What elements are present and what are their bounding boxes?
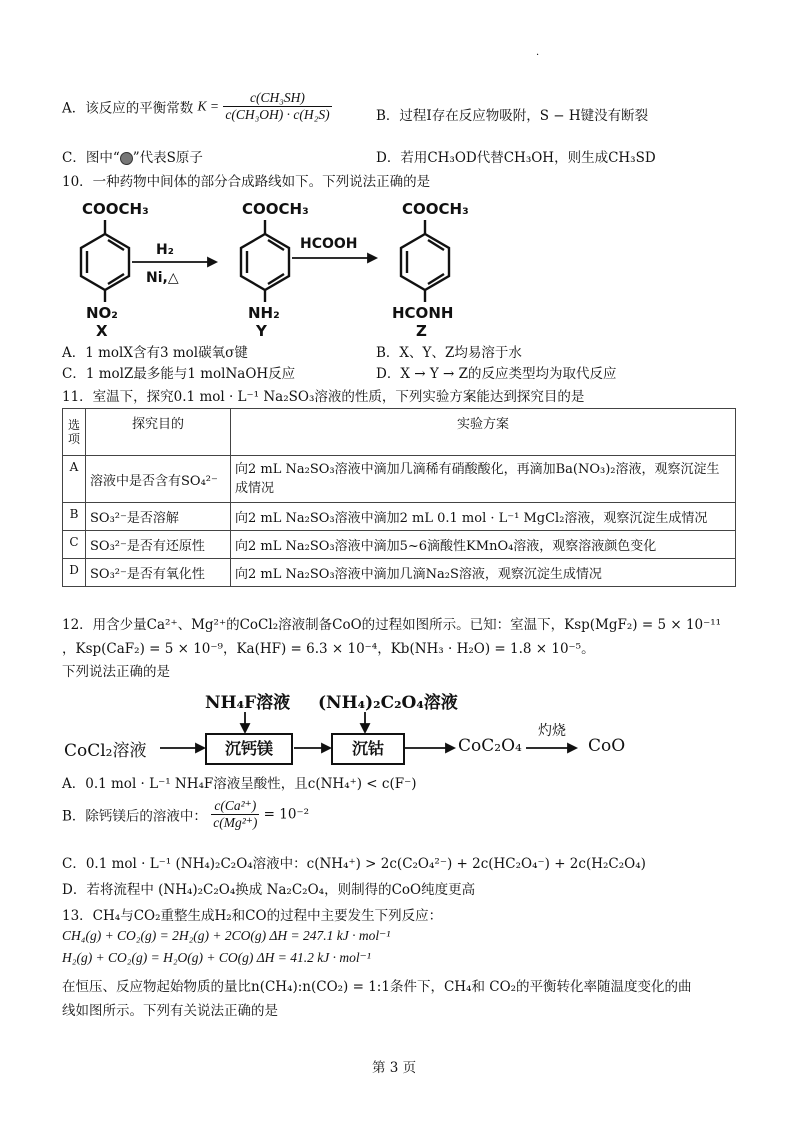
q13-equation-1: CH₄(g) + CO₂(g) = 2H₂(g) + 2CO(g) ΔH = 247.1 kJ · mol⁻¹ xyxy=(62,928,391,943)
flow-reagent-1: NH₄F溶液 xyxy=(205,693,291,713)
row-plan: 向2 mL Na₂SO₃溶液中滴加2 mL 0.1 mol · L⁻¹ MgCl₂溶液，观察沉淀生成情况 xyxy=(231,503,736,531)
arrow2-top-label: HCOOH xyxy=(300,236,358,252)
q9-option-a-prefix: A．该反应的平衡常数 xyxy=(62,100,194,117)
row-option: B xyxy=(63,503,86,531)
arrow1-bottom-label: Ni,△ xyxy=(146,270,179,286)
q10-option-b: B．X、Y、Z均易溶于水 xyxy=(376,345,522,361)
row-option: C xyxy=(63,531,86,559)
q10-stem: 10．一种药物中间体的部分合成路线如下。下列说法正确的是 xyxy=(62,174,431,190)
table-row xyxy=(63,456,736,503)
y-top-group: COOCH₃ xyxy=(242,200,309,218)
q12-stem-line2: ，Ksp(CaF₂) = 5 × 10⁻⁹，Ka(HF) = 6.3 × 10⁻⁴，Kb(NH₃ · H₂O) = 1.8 × 10⁻⁵。 xyxy=(62,641,595,657)
q12-option-b xyxy=(62,798,309,844)
q13-stem: 13．CH₄与CO₂重整生成H₂和CO的过程中主要发生下列反应： xyxy=(62,908,443,924)
q9-option-c-suffix: ”代表S原子 xyxy=(132,150,203,166)
row-option: D xyxy=(63,559,86,587)
row-plan: 向2 mL Na₂SO₃溶液中滴加几滴Na₂S溶液，观察沉淀生成情况 xyxy=(231,559,736,587)
q12-option-b-numerator: c(Ca²⁺) xyxy=(211,798,259,815)
q9-option-a-numerator: c(CH₃SH) xyxy=(223,90,331,107)
q13-text-line1: 在恒压、反应物起始物质的量比n(CH₄):n(CO₂) = 1:1条件下，CH₄和 CO₂的平衡转化率随温度变化的曲 xyxy=(62,979,692,995)
row-plan: 向2 mL Na₂SO₃溶液中滴加几滴稀有硝酸酸化，再滴加Ba(NO₃)₂溶液，观察沉淀生成情况 xyxy=(231,456,736,503)
row-plan: 向2 mL Na₂SO₃溶液中滴加5~6滴酸性KMnO₄溶液，观察溶液颜色变化 xyxy=(231,531,736,559)
q9-option-c-prefix: C．图中“ xyxy=(62,150,120,166)
row-option: A xyxy=(63,456,86,503)
y-bottom-group: NH₂ xyxy=(248,304,280,322)
table-row xyxy=(63,531,736,559)
row-goal: 溶液中是否含有SO₄²⁻ xyxy=(86,456,231,503)
q10-option-a: A．1 molX含有3 mol碳氧σ键 xyxy=(62,345,248,361)
flow-box-precipitate-co: 沉钴 xyxy=(331,733,405,765)
q10-option-c: C．1 molZ最多能与1 molNaOH反应 xyxy=(62,366,296,382)
flow-reagent-2: (NH₄)₂C₂O₄溶液 xyxy=(318,693,458,713)
q10-option-d: D．X → Y → Z的反应类型均为取代反应 xyxy=(376,366,617,382)
q9-option-c xyxy=(62,146,203,166)
arrow1-top-label: H₂ xyxy=(156,242,174,258)
flow-arrow-label: 灼烧 xyxy=(538,723,566,739)
q9-option-d: D．若用CH₃OD代替CH₃OH，则生成CH₃SD xyxy=(376,150,656,166)
z-label: Z xyxy=(416,322,427,338)
sulfur-atom-icon xyxy=(120,152,133,165)
table-header-row xyxy=(63,409,736,456)
q12-option-b-suffix: = 10⁻² xyxy=(263,806,309,823)
q13-text-line2: 线如图所示。下列有关说法正确的是 xyxy=(62,1003,278,1019)
q12-option-c: C．0.1 mol · L⁻¹ (NH₄)₂C₂O₄溶液中：c(NH₄⁺) > 2c(C₂O₄²⁻) + 2c(HC₂O₄⁻) + 2c(H₂C₂O₄) xyxy=(62,856,646,872)
y-label: Y xyxy=(256,322,267,338)
flow-box-remove-ca-mg: 沉钙镁 xyxy=(205,733,293,765)
header-goal: 探究目的 xyxy=(86,409,231,456)
table-row xyxy=(63,503,736,531)
flow-start: CoCl₂溶液 xyxy=(64,741,147,761)
q12-stem-line1: 12．用含少量Ca²⁺、Mg²⁺的CoCl₂溶液制备CoO的过程如图所示。已知：室温下，Ksp(MgF₂) = 5 × 10⁻¹¹ xyxy=(62,617,722,633)
header-mark: · xyxy=(536,50,540,61)
q13-equation-2: H₂(g) + CO₂(g) = H₂O(g) + CO(g) ΔH = 41.2 kJ · mol⁻¹ xyxy=(62,950,371,965)
table-row xyxy=(63,559,736,587)
x-label: X xyxy=(96,322,108,338)
q12-option-a: A．0.1 mol · L⁻¹ NH₄F溶液呈酸性，且c(NH₄⁺) < c(F⁻) xyxy=(62,776,417,792)
z-top-group: COOCH₃ xyxy=(402,200,469,218)
q11-experiment-table xyxy=(62,408,736,587)
flow-end: CoO xyxy=(588,736,626,756)
q9-option-b: B．过程Ⅰ存在反应物吸附，S − H键没有断裂 xyxy=(376,108,649,124)
header-plan: 实验方案 xyxy=(231,409,736,456)
row-goal: SO₃²⁻是否溶解 xyxy=(86,503,231,531)
x-top-group: COOCH₃ xyxy=(82,200,149,218)
flow-intermediate: CoC₂O₄ xyxy=(458,736,522,756)
page-number: 第 3 页 xyxy=(372,1060,417,1076)
q12-stem-line3: 下列说法正确的是 xyxy=(62,664,170,680)
q11-stem: 11．室温下，探究0.1 mol · L⁻¹ Na₂SO₃溶液的性质，下列实验方案能达到探究目的是 xyxy=(62,389,585,405)
q12-option-d: D．若将流程中 (NH₄)₂C₂O₄换成 Na₂C₂O₄，则制得的CoO纯度更高 xyxy=(62,882,476,898)
q9-option-a-denominator: c(CH₃OH) · c(H₂S) xyxy=(225,107,330,122)
q12-option-b-prefix: B．除钙镁后的溶液中： xyxy=(62,808,207,825)
q9-option-a-fraction xyxy=(223,90,331,123)
q12-option-b-fraction xyxy=(211,798,259,831)
q10-reaction-scheme xyxy=(60,196,500,338)
q9-option-a-lhs: K = xyxy=(197,98,220,114)
x-bottom-group: NO₂ xyxy=(86,304,118,322)
row-goal: SO₃²⁻是否有还原性 xyxy=(86,531,231,559)
row-goal: SO₃²⁻是否有氧化性 xyxy=(86,559,231,587)
benzene-ring-z xyxy=(401,234,449,290)
header-option: 选项 xyxy=(63,409,86,456)
z-bottom-group: HCONH xyxy=(392,304,454,322)
q12-option-b-denominator: c(Mg²⁺) xyxy=(213,815,258,830)
q9-option-a xyxy=(62,90,332,140)
